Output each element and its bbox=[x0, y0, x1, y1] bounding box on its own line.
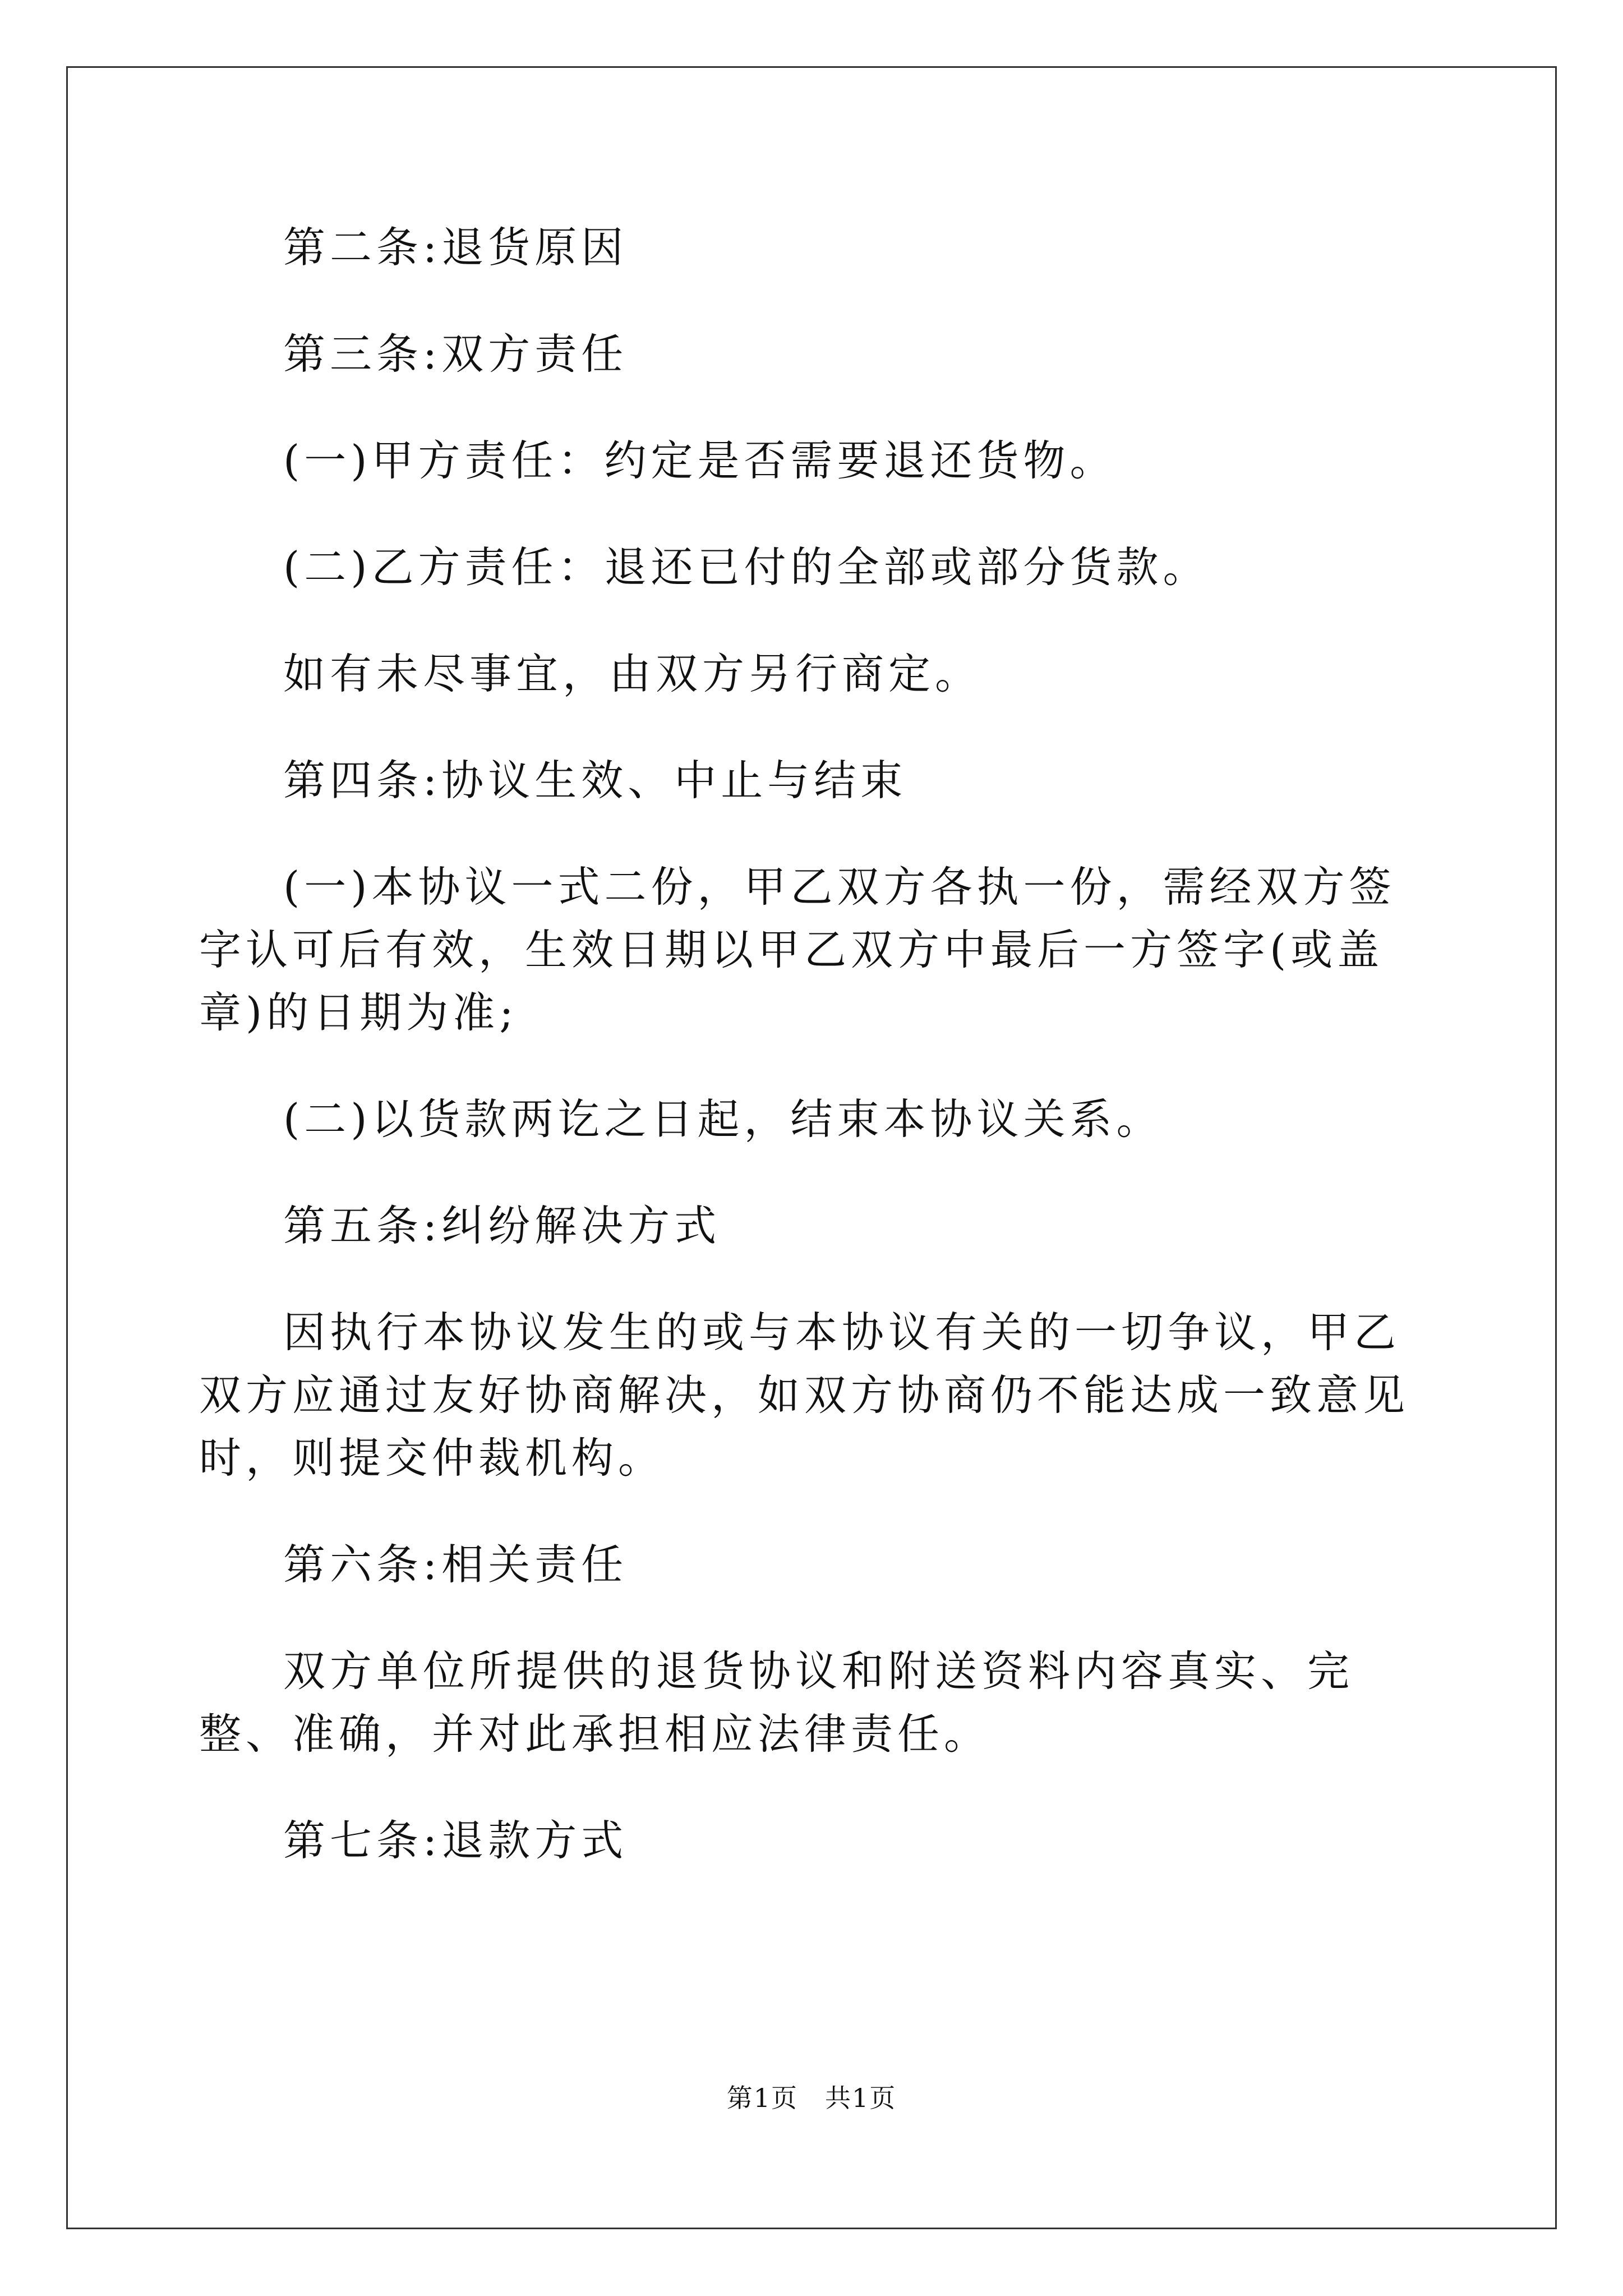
paragraph-other-matters: 如有未尽事宜，由双方另行商定。 bbox=[283, 649, 982, 698]
paragraph-party-a-duty: (一)甲方责任：约定是否需要退还货物。 bbox=[283, 436, 1117, 485]
paragraph-article-7: 第七条:退款方式 bbox=[283, 1816, 628, 1865]
paragraph-liability: 双方单位所提供的退货协议和附送资料内容真实、完整、准确，并对此承担相应法律责任。 bbox=[199, 1646, 1354, 1759]
page-footer: 第1页 共1页 bbox=[726, 2083, 897, 2113]
paragraph-article-5: 第五条:纠纷解决方式 bbox=[283, 1201, 721, 1250]
paragraph-article-2: 第二条:退货原因 bbox=[283, 223, 628, 272]
paragraph-article-3: 第三条:双方责任 bbox=[283, 329, 628, 379]
paragraph-dispute-resolution: 因执行本协议发生的或与本协议有关的一切争议，甲乙双方应通过友好协商解决，如双方协商仍不能达成一致意见时，则提交仲裁机构。 bbox=[199, 1308, 1410, 1483]
paragraph-effectiveness: (一)本协议一式二份，甲乙双方各执一份，需经双方签字认可后有效，生效日期以甲乙双方中最后一方签字(或盖章)的日期为准; bbox=[199, 862, 1396, 1037]
paragraph-article-6: 第六条:相关责任 bbox=[283, 1540, 628, 1589]
document-body bbox=[199, 216, 1427, 1916]
paragraph-article-4: 第四条:协议生效、中止与结束 bbox=[283, 756, 907, 805]
paragraph-termination: (二)以货款两讫之日起，结束本协议关系。 bbox=[283, 1094, 1163, 1144]
paragraph-party-b-duty: (二)乙方责任：退还已付的全部或部分货款。 bbox=[283, 542, 1210, 592]
